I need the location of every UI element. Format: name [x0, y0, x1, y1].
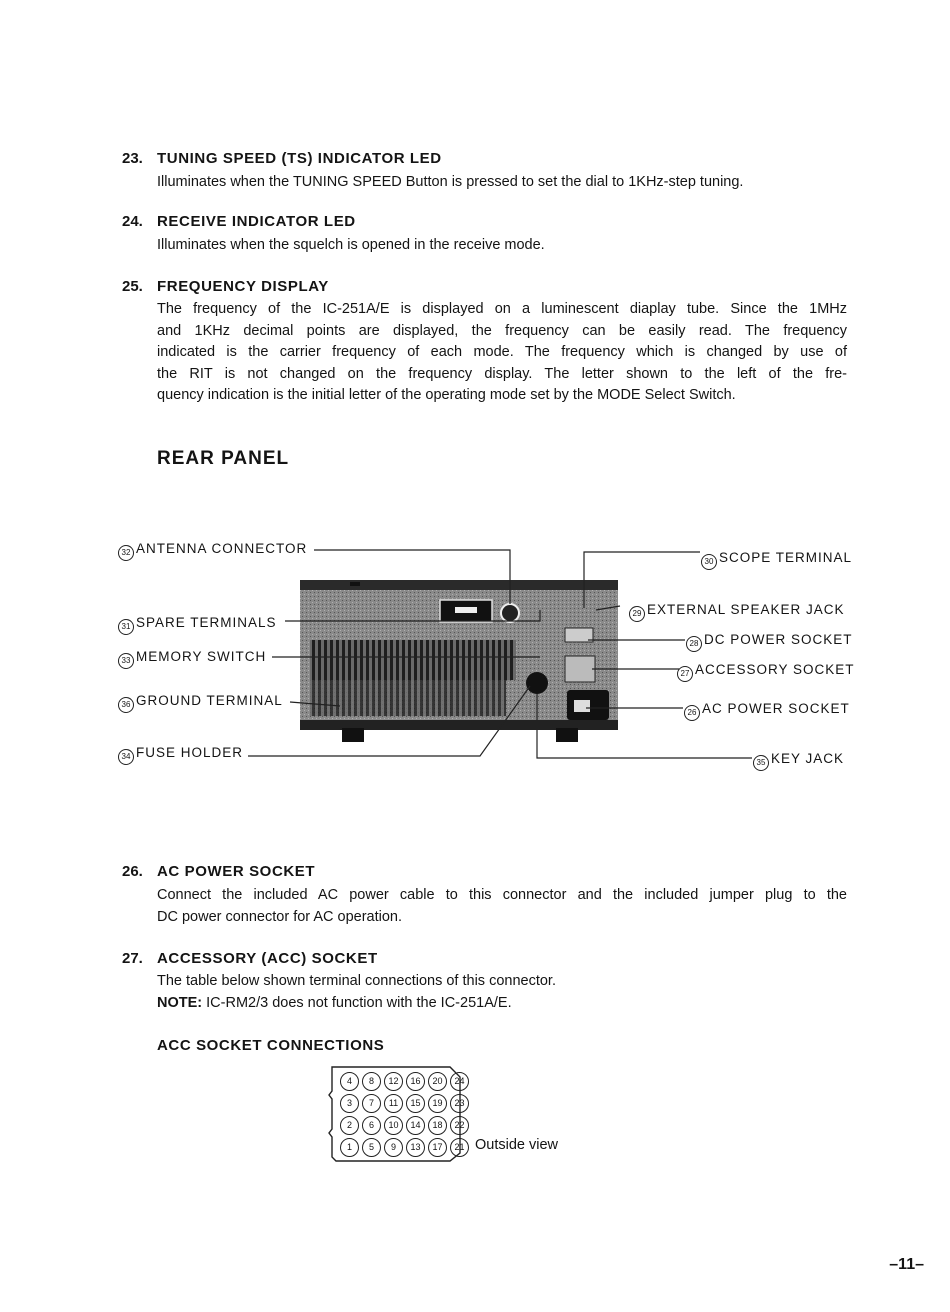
body-line: DC power connector for AC operation. [157, 908, 403, 925]
body-line: Connect the included AC power cable to this connector and the included jumper plug to the [157, 887, 847, 903]
body-line: Illuminates when the TUNING SPEED Button is pressed to set the dial to 1KHz-step tuning. [157, 174, 744, 190]
body-line: quency indication is the initial letter of the operating mode set by the MODE Select Switch. [157, 387, 736, 403]
section-number: 26. [122, 863, 143, 880]
label-dc-power-socket: 28 DC POWER SOCKET [686, 632, 853, 652]
radio-chassis [300, 580, 618, 742]
section-number: 23. [122, 150, 143, 167]
acc-pin: 11 [384, 1094, 403, 1113]
acc-pin: 1 [340, 1138, 359, 1157]
page-number: –11– [889, 1256, 924, 1273]
body-line: the RIT is not changed on the frequency display. The letter shown to the left of the fre- [157, 365, 847, 382]
acc-pin: 13 [406, 1138, 425, 1157]
body-line: Illuminates when the squelch is opened in the receive mode. [157, 237, 545, 253]
acc-caption: Outside view [475, 1137, 559, 1153]
section-body [157, 971, 847, 1014]
acc-pin: 9 [384, 1138, 403, 1157]
acc-pin: 17 [428, 1138, 447, 1157]
acc-pin-row [340, 1135, 472, 1157]
section-body [157, 172, 847, 194]
label-ground-terminal: 36 GROUND TERMINAL [118, 693, 283, 713]
label-key-jack: 35 KEY JACK [753, 751, 844, 771]
label-accessory-socket: 27 ACCESSORY SOCKET [677, 662, 855, 682]
section-title: RECEIVE INDICATOR LED [157, 213, 356, 230]
label-antenna-connector: 32 ANTENNA CONNECTOR [118, 541, 307, 561]
acc-socket-diagram [328, 1065, 465, 1163]
acc-pin: 8 [362, 1072, 381, 1091]
section-number: 27. [122, 950, 143, 967]
body-line: indicated is the carrier frequency of each mode. The frequency which is changed by use of [157, 344, 847, 360]
acc-pin-grid [340, 1069, 472, 1157]
section-title: AC POWER SOCKET [157, 863, 316, 880]
acc-pin: 19 [428, 1094, 447, 1113]
acc-pin: 16 [406, 1072, 425, 1091]
acc-pin: 23 [450, 1094, 469, 1113]
acc-pin: 12 [384, 1072, 403, 1091]
acc-pin-row [340, 1113, 472, 1135]
note-text: IC-RM2/3 does not function with the IC-251A/E. [206, 994, 512, 1011]
acc-heading: ACC SOCKET CONNECTIONS [157, 1037, 385, 1054]
label-ac-power-socket: 26 AC POWER SOCKET [684, 701, 850, 721]
acc-pin-row [340, 1069, 472, 1091]
acc-pin: 15 [406, 1094, 425, 1113]
acc-pin: 4 [340, 1072, 359, 1091]
acc-pin: 14 [406, 1116, 425, 1135]
rear-panel-heading: REAR PANEL [157, 448, 290, 469]
acc-pin: 5 [362, 1138, 381, 1157]
acc-pin: 24 [450, 1072, 469, 1091]
section-body [157, 299, 847, 407]
acc-pin: 6 [362, 1116, 381, 1135]
acc-pin: 18 [428, 1116, 447, 1135]
section-title: TUNING SPEED (TS) INDICATOR LED [157, 150, 442, 167]
label-scope-terminal: 30 SCOPE TERMINAL [701, 550, 852, 570]
label-external-speaker-jack: 29 EXTERNAL SPEAKER JACK [629, 602, 845, 622]
label-memory-switch: 33 MEMORY SWITCH [118, 649, 266, 669]
section-title: ACCESSORY (ACC) SOCKET [157, 950, 378, 967]
note-label: NOTE: [157, 994, 203, 1011]
acc-pin: 3 [340, 1094, 359, 1113]
section-title: FREQUENCY DISPLAY [157, 278, 329, 295]
acc-pin: 20 [428, 1072, 447, 1091]
body-line: and 1KHz decimal points are displayed, the frequency can be easily read. The frequency [157, 322, 847, 339]
body-line: The table below shown terminal connections of this connector. [157, 973, 556, 989]
acc-pin: 10 [384, 1116, 403, 1135]
section-number: 25. [122, 278, 143, 295]
acc-pin: 2 [340, 1116, 359, 1135]
label-fuse-holder: 34 FUSE HOLDER [118, 745, 243, 765]
section-body [157, 235, 847, 257]
section-number: 24. [122, 213, 143, 230]
note-line [157, 993, 847, 1015]
body-line: The frequency of the IC-251A/E is displayed on a luminescent diaplay tube. Since the 1MHz [157, 301, 847, 317]
acc-pin: 7 [362, 1094, 381, 1113]
acc-pin: 22 [450, 1116, 469, 1135]
section-body [157, 885, 847, 928]
acc-pin: 21 [450, 1138, 469, 1157]
acc-pin-row [340, 1091, 472, 1113]
label-spare-terminals: 31 SPARE TERMINALS [118, 615, 277, 635]
